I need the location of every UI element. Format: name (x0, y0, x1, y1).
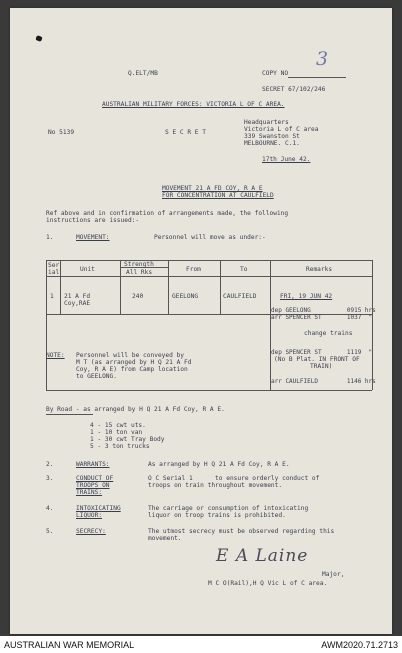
paragraph-heading: TROOPS ON (76, 482, 110, 489)
paragraph-text: The carriage or consumption of intoxicating (148, 505, 309, 512)
header-unit: Unit (80, 266, 95, 273)
paragraph-text: liquor on troop trains is prohibited. (148, 512, 286, 519)
note-text: Coy, R A E) from Camp location (76, 366, 188, 373)
secret-reference: SECRET 67/102/246 (262, 86, 326, 93)
road-arrangement: By Road - as arranged by H Q 21 A Fd Coy, R A E. (46, 406, 225, 413)
cell-strength: 240 (132, 293, 144, 300)
cell-remarks: arr CAULFIELD 1146 hrs (271, 378, 376, 385)
copy-no-label: COPY NO (262, 70, 289, 77)
cell-from: GEELONG (172, 293, 199, 300)
paragraph-number: 5. (46, 528, 54, 535)
paragraph-heading: WARRANTS: (76, 461, 110, 468)
note-text: M T (as arranged by H Q 21 A Fd (76, 359, 192, 366)
organisation-title: AUSTRALIAN MILITARY FORCES: VICTORIA L OF C AREA. (102, 101, 285, 108)
vehicle-item: 1 - 10 ton van (90, 429, 143, 436)
header-from: From (186, 266, 201, 273)
cell-serial: 1 (50, 293, 54, 300)
intro-text: instructions are issued:- (46, 217, 140, 224)
archive-footer (0, 636, 402, 653)
header-serial: Ser (48, 262, 60, 269)
paragraph-text: As arranged by H Q 21 A Fd Coy, R A E. (148, 461, 290, 468)
note-label: NOTE: (46, 352, 65, 359)
address-line: Victoria L of C area (244, 126, 319, 133)
paragraph-number: 2. (46, 461, 54, 468)
paragraph-text: troops on train throughout movement. (148, 482, 283, 489)
header-to: To (240, 266, 248, 273)
paragraph-heading: CONDUCT OF (76, 475, 114, 482)
footer-institution: AUSTRALIAN WAR MEMORIAL (4, 640, 135, 650)
header-remarks: Remarks (306, 266, 333, 273)
note-text: Personnel will be conveyed by (76, 352, 185, 359)
vehicle-item: 4 - 15 cwt uts. (90, 422, 146, 429)
signatory-rank: Major, (322, 571, 345, 578)
document-number: No 5139 (48, 129, 75, 136)
cell-remarks: TRAIN) (310, 363, 333, 370)
cell-remarks: dep GEELONG 0915 hrs (271, 307, 376, 314)
header-strength: Strength (124, 261, 154, 268)
vehicle-item: 5 - 3 ton trucks (90, 443, 150, 450)
paragraph-heading: MOVEMENT: (76, 234, 110, 241)
cell-remarks-date: FRI, 19 JUN 42 (280, 293, 333, 300)
paragraph-number: 1. (46, 234, 54, 241)
paragraph-text: O C Serial 1 to ensure orderly conduct of (148, 475, 320, 482)
address-line: 339 Swanston St (244, 133, 300, 140)
cell-remarks: arr SPENCER ST 1037 " (271, 314, 373, 321)
subject-line: MOVEMENT 21 A FD COY, R A E (162, 185, 263, 192)
document-page (10, 8, 392, 634)
paragraph-number: 4. (46, 505, 54, 512)
cell-unit: 21 A Fd (64, 293, 91, 300)
signatory-title: M C O(Rail),H Q Vic L of C area. (208, 580, 328, 587)
classification: S E C R E T (165, 129, 206, 136)
paragraph-text: Personnel will move as under:- (154, 234, 266, 241)
cell-remarks: dep SPENCER ST 1119 " (271, 349, 373, 356)
paragraph-heading: SECRECY: (76, 528, 106, 535)
paragraph-heading: INTOXICATING (76, 505, 121, 512)
paragraph-text: movement. (148, 535, 182, 542)
paragraph-heading: TRAINS: (76, 489, 103, 496)
cell-to: CAULFIELD (223, 293, 257, 300)
copy-number: 3 (316, 48, 329, 70)
subject-line: FOR CONCENTRATION AT CAULFIELD (162, 192, 274, 199)
address-line: MELBOURNE. C.1. (244, 140, 300, 147)
signature: E A Laine (216, 546, 309, 566)
cell-unit: Coy,RAE (64, 300, 91, 307)
ink-blot (35, 35, 42, 42)
header-strength: All Rks (126, 269, 153, 276)
paragraph-text: The utmost secrecy must be observed regarding this (148, 528, 335, 535)
intro-text: Ref above and in confirmation of arrangements made, the following (46, 210, 289, 217)
file-reference: Q.ELT/MB (128, 70, 158, 77)
address-line: Headquarters (244, 119, 289, 126)
footer-accession-number: AWM2020.71.2713 (321, 640, 398, 650)
document-date: 17th June 42. (262, 156, 311, 163)
vehicle-item: 1 - 30 cwt Tray Body (90, 436, 165, 443)
header-serial: ial (48, 269, 60, 276)
paragraph-heading: LIQUOR: (76, 512, 103, 519)
paragraph-number: 3. (46, 475, 54, 482)
cell-remarks: (No B Plat. IN FRONT OF (274, 356, 360, 363)
cell-remarks: change trains (304, 330, 353, 337)
note-text: to GEELONG. (76, 373, 117, 380)
